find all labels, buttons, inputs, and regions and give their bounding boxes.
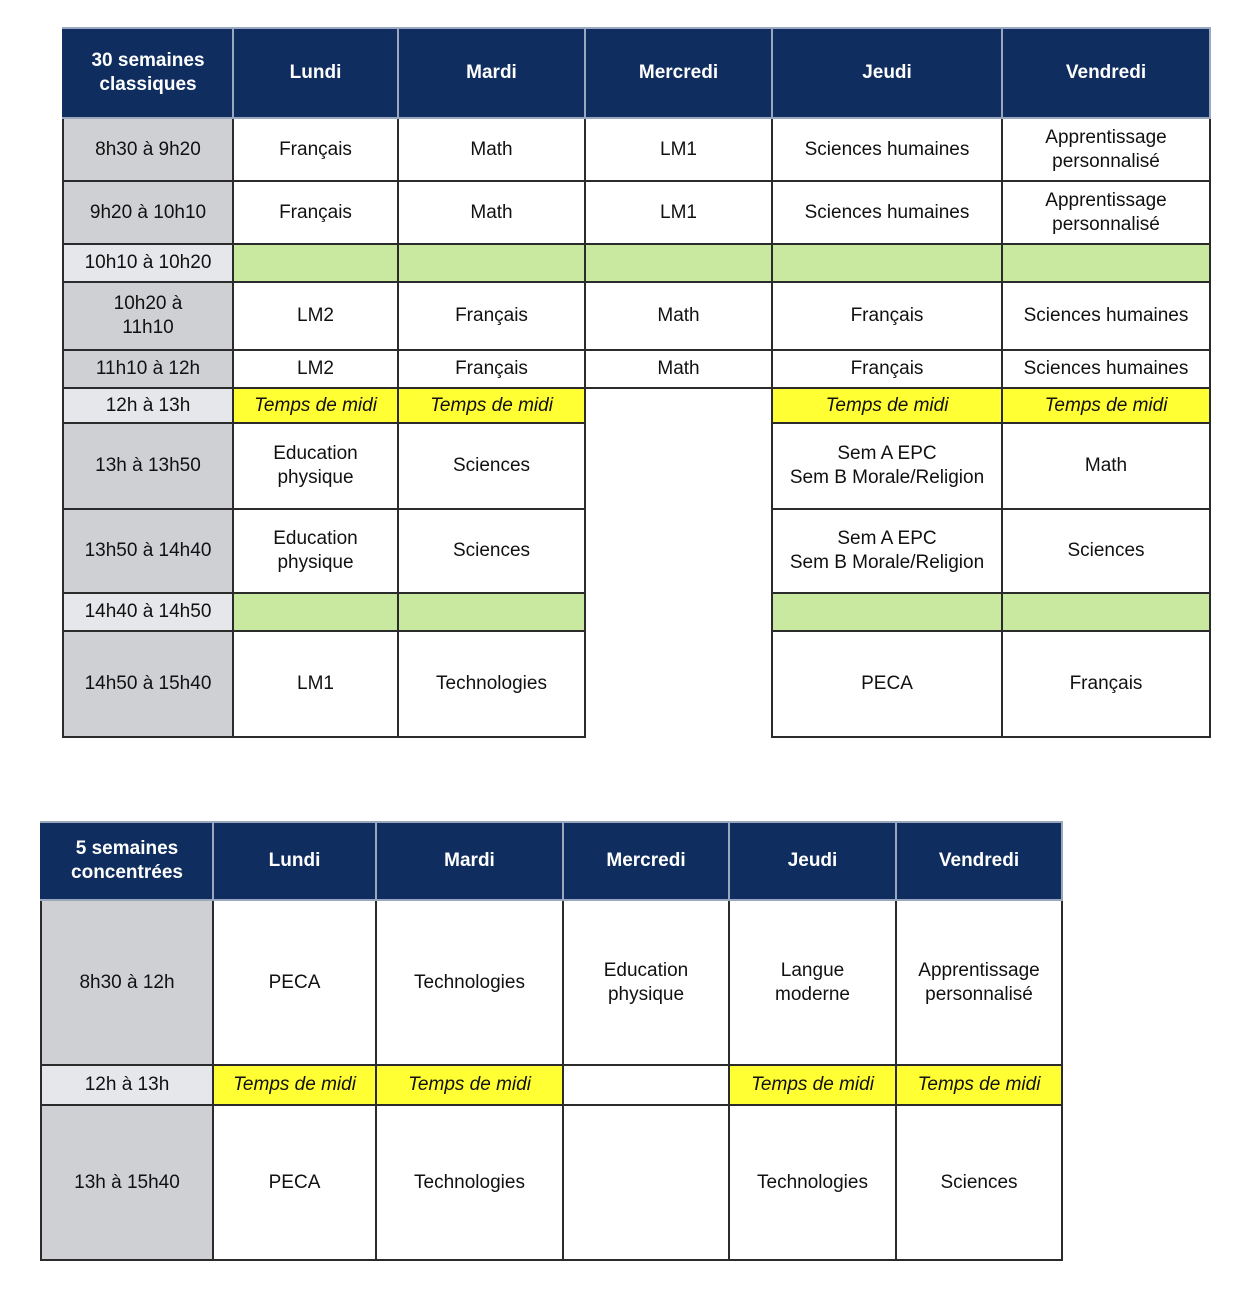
day-header-mercredi: Mercredi xyxy=(563,822,729,900)
course-cell: LM1 xyxy=(233,631,398,737)
break-cell xyxy=(233,244,398,282)
lunch-cell: Temps de midi xyxy=(398,388,585,423)
day-header-lundi: Lundi xyxy=(233,28,398,118)
course-cell: LM1 xyxy=(585,181,772,244)
course-cell: Apprentissage personnalisé xyxy=(1002,181,1210,244)
course-cell: Math xyxy=(1002,423,1210,509)
course-cell: Technologies xyxy=(376,1105,563,1260)
lunch-cell: Temps de midi xyxy=(772,388,1002,423)
course-cell: PECA xyxy=(772,631,1002,737)
course-cell: Langue moderne xyxy=(729,900,896,1065)
time-slot: 14h50 à 15h40 xyxy=(63,631,233,737)
break-cell xyxy=(233,593,398,631)
schedule-table-5-weeks xyxy=(40,821,1063,1261)
course-cell: Education physique xyxy=(233,509,398,593)
break-cell xyxy=(398,593,585,631)
course-cell: LM1 xyxy=(585,118,772,181)
time-slot: 12h à 13h xyxy=(41,1065,213,1105)
course-cell: Sciences xyxy=(398,509,585,593)
course-cell: Sciences humaines xyxy=(772,118,1002,181)
empty-afternoon-mercredi xyxy=(585,388,772,737)
day-header-mercredi: Mercredi xyxy=(585,28,772,118)
time-slot: 13h à 15h40 xyxy=(41,1105,213,1260)
table-row xyxy=(63,282,1210,350)
time-slot: 13h50 à 14h40 xyxy=(63,509,233,593)
course-cell: Sem A EPC Sem B Morale/Religion xyxy=(772,509,1002,593)
table-corner-label: 30 semaines classiques xyxy=(63,28,233,118)
table-corner-label: 5 semaines concentrées xyxy=(41,822,213,900)
day-header-jeudi: Jeudi xyxy=(729,822,896,900)
empty-cell-mercredi xyxy=(563,1105,729,1260)
break-cell xyxy=(585,244,772,282)
course-cell: Français xyxy=(233,118,398,181)
day-header-jeudi: Jeudi xyxy=(772,28,1002,118)
time-slot: 12h à 13h xyxy=(63,388,233,423)
course-cell: Français xyxy=(772,282,1002,350)
course-cell: Sciences humaines xyxy=(772,181,1002,244)
course-cell: Français xyxy=(398,282,585,350)
course-cell: Apprentissage personnalisé xyxy=(1002,118,1210,181)
course-cell: PECA xyxy=(213,900,376,1065)
lunch-cell: Temps de midi xyxy=(896,1065,1062,1105)
course-cell: Français xyxy=(233,181,398,244)
break-cell xyxy=(772,593,1002,631)
course-cell: Technologies xyxy=(729,1105,896,1260)
time-slot: 8h30 à 12h xyxy=(41,900,213,1065)
break-cell xyxy=(398,244,585,282)
course-cell: Français xyxy=(772,350,1002,388)
break-cell xyxy=(1002,593,1210,631)
course-cell: Sciences humaines xyxy=(1002,282,1210,350)
lunch-cell: Temps de midi xyxy=(213,1065,376,1105)
course-cell: Technologies xyxy=(376,900,563,1065)
course-cell: Education physique xyxy=(233,423,398,509)
course-cell: Sem A EPC Sem B Morale/Religion xyxy=(772,423,1002,509)
table-row-lunch xyxy=(41,1065,1062,1105)
day-header-mardi: Mardi xyxy=(398,28,585,118)
course-cell: Français xyxy=(398,350,585,388)
course-cell: LM2 xyxy=(233,350,398,388)
empty-cell-mercredi xyxy=(563,1065,729,1105)
day-header-mardi: Mardi xyxy=(376,822,563,900)
time-slot: 13h à 13h50 xyxy=(63,423,233,509)
course-cell: Sciences humaines xyxy=(1002,350,1210,388)
course-cell: Technologies xyxy=(398,631,585,737)
table-row-break xyxy=(63,244,1210,282)
table-row xyxy=(41,1105,1062,1260)
table-row xyxy=(63,350,1210,388)
time-slot: 10h10 à 10h20 xyxy=(63,244,233,282)
day-header-lundi: Lundi xyxy=(213,822,376,900)
course-cell: Sciences xyxy=(398,423,585,509)
course-cell: Education physique xyxy=(563,900,729,1065)
course-cell: Math xyxy=(585,350,772,388)
course-cell: Sciences xyxy=(896,1105,1062,1260)
time-slot: 10h20 à 11h10 xyxy=(63,282,233,350)
break-cell xyxy=(1002,244,1210,282)
course-cell: LM2 xyxy=(233,282,398,350)
course-cell: Math xyxy=(398,181,585,244)
table-row xyxy=(41,900,1062,1065)
lunch-cell: Temps de midi xyxy=(729,1065,896,1105)
lunch-cell: Temps de midi xyxy=(233,388,398,423)
lunch-cell: Temps de midi xyxy=(1002,388,1210,423)
course-cell: Math xyxy=(585,282,772,350)
time-slot: 11h10 à 12h xyxy=(63,350,233,388)
table-row xyxy=(63,118,1210,181)
lunch-cell: Temps de midi xyxy=(376,1065,563,1105)
schedule-table-30-weeks xyxy=(62,27,1211,738)
course-cell: Math xyxy=(398,118,585,181)
day-header-vendredi: Vendredi xyxy=(1002,28,1210,118)
time-slot: 14h40 à 14h50 xyxy=(63,593,233,631)
day-header-vendredi: Vendredi xyxy=(896,822,1062,900)
course-cell: Sciences xyxy=(1002,509,1210,593)
time-slot: 8h30 à 9h20 xyxy=(63,118,233,181)
course-cell: Français xyxy=(1002,631,1210,737)
table-row-lunch xyxy=(63,388,1210,423)
course-cell: PECA xyxy=(213,1105,376,1260)
break-cell xyxy=(772,244,1002,282)
table-row xyxy=(63,181,1210,244)
course-cell: Apprentissage personnalisé xyxy=(896,900,1062,1065)
time-slot: 9h20 à 10h10 xyxy=(63,181,233,244)
